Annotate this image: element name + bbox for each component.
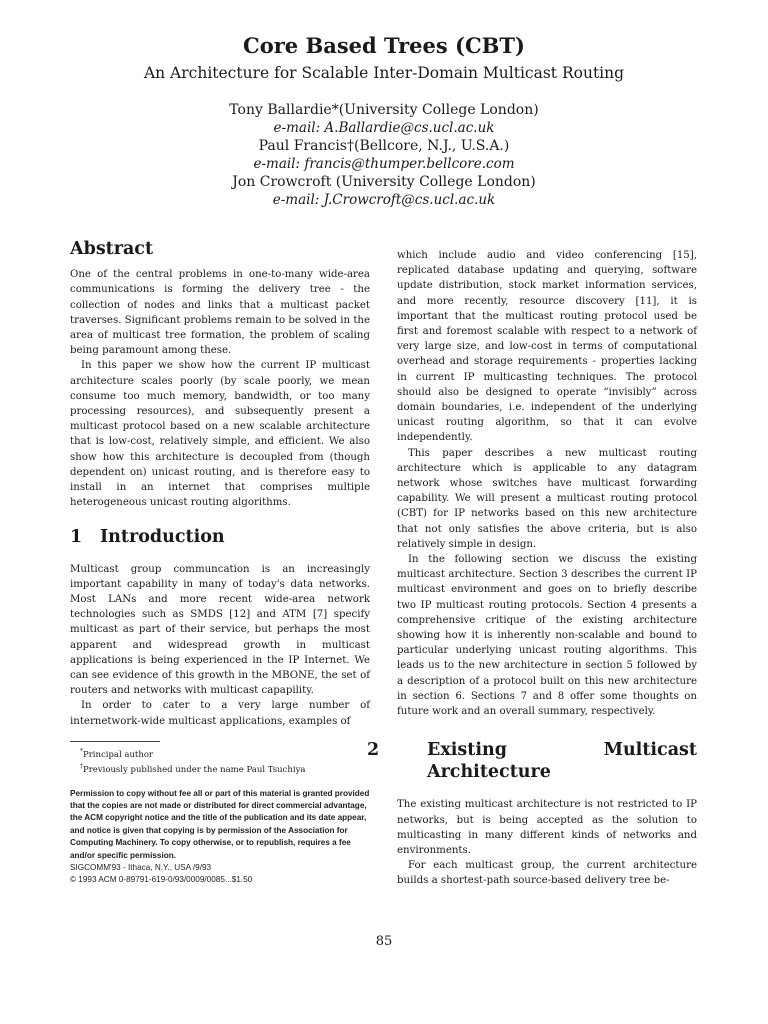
- paper-subtitle: An Architecture for Scalable Inter-Domain Multicast Routing: [143, 64, 625, 82]
- section-number: 2: [367, 740, 380, 761]
- body-paragraph: This paper describes a new multicast routing architecture which is applicable to any datagram network whose switches have multicast forwarding capability. We will present a multicast routing protocol (CBT) for IP networks based on this new architecture that not only satisfies the above criteria, but is also relatively simple in design.: [397, 447, 697, 550]
- footnote: [70, 761, 370, 776]
- footnote-rule: [70, 741, 160, 742]
- section-title: Existing Multicast Architecture: [427, 740, 697, 783]
- conference-line: SIGCOMM'93 - Ithaca, N.Y., USA /9/93: [70, 862, 212, 872]
- footnote-text: Previously published under the name Paul Tsuchiya: [83, 764, 306, 775]
- body-paragraph: In the following section we discuss the existing multicast architecture. Section 3 describes the current IP multicast environment and goes on to briefly describe two IP multicast routing protocols. Section 4 presents a comprehensive critique of the existing architecture showing how it is inherently non-scalable and bound to particular underlying unicast routing algorithms. This leads us to the new architecture in section 5 followed by a description of a protocol built on this new architecture in section 6. Sections 7 and 8 offer some thoughts on future work and an overall summary, respectively.: [397, 554, 697, 718]
- body-paragraph: The existing multicast architecture is not restricted to IP networks, but is being accepted as the solution to multicasting in many different kinds of networks and environments.: [397, 799, 697, 856]
- footnote-text: Principal author: [83, 749, 153, 760]
- section-heading-introduction: [70, 527, 370, 548]
- author-email: e-mail: francis@thumper.bellcore.com: [253, 156, 515, 172]
- body-paragraph: For each multicast group, the current architecture builds a shortest-path source-based delivery tree be-: [397, 860, 697, 887]
- left-column: [70, 239, 371, 887]
- copyright-text: Permission to copy without fee all or part of this material is granted provided that the copies are not made or distributed for direct commercial advantage, the ACM copyright notice and the title of the publication and its date appear, and notice is given that copying is by permission of the Association for Computing Machinery. To copy otherwise, or to republish, requires a fee and/or specific permission.: [70, 788, 370, 860]
- abstract-heading: Abstract: [70, 239, 154, 259]
- abstract-paragraph: In this paper we show how the current IP multicast architecture scales poorly (by scale poorly, we mean consume too much memory, bandwidth, or too many processing resources), and subsequently present a multicast protocol based on a new scalable architecture that is low-cost, relatively simple, and efficient. We also show how this architecture is decoupled from (though dependent on) unicast routing, and is therefore easy to install in an internet that comprises multiple heterogeneous unicast routing algorithms.: [70, 360, 370, 509]
- author-name: Paul Francis†(Bellcore, N.J., U.S.A.): [258, 138, 510, 154]
- right-column: [367, 248, 697, 889]
- footnote-mark: *: [80, 747, 83, 755]
- author-email: e-mail: A.Ballardie@cs.ucl.ac.uk: [273, 120, 495, 136]
- abstract-paragraph: One of the central problems in one-to-many wide-area communications is forming the delivery tree - the collection of nodes and links that a multicast packet traverses. Significant problems remain to be solved in the area of multicast tree formation, the problem of scaling being paramount among these.: [70, 269, 371, 357]
- section-number: 1: [70, 527, 83, 548]
- acm-line: © 1993 ACM 0-89791-619-0/93/0009/0085...$1.50: [70, 875, 253, 885]
- author-name: Tony Ballardie*(University College London): [229, 102, 539, 118]
- body-paragraph: which include audio and video conferencing [15], replicated database updating and querying, software update distribution, stock market information services, and more recently, resource discovery [11], it is important that the multicast routing protocol used be first and foremost scalable with respect to a network of very large size, and low-cost in terms of computational overhead and storage requirements - properties lacking in current IP multicasting techniques. The protocol should also be designed to operate “invisibly” across domain boundaries, i.e. independent of the underlying unicast routing algorithm, so that it can evolve independently.: [397, 250, 697, 444]
- paper-title: Core Based Trees (CBT): [243, 33, 525, 58]
- footnote-mark: †: [80, 762, 83, 770]
- body-paragraph: Multicast group communcation is an increasingly important capability in many of today's data networks. Most LANs and more recent wide-area network technologies such as SMDS [12] and ATM [7] specify multicast as part of their service, but perhaps the most apparent and widespread growth in multicast applications is being experienced in the IP Internet. We can see evidence of this growth in the MBONE, the set of routers and networks with multicast capapility.: [70, 563, 370, 697]
- footnote: [70, 746, 370, 761]
- body-paragraph: In order to cater to a very large number of internetwork-wide multicast applications, examples of: [70, 700, 370, 727]
- section-heading-existing-architecture: [367, 739, 697, 783]
- author-name: Jon Crowcroft (University College London): [232, 174, 536, 190]
- author-block: [0, 101, 768, 209]
- page-number: 85: [375, 934, 393, 949]
- section-title: Introduction: [100, 527, 225, 548]
- author-email: e-mail: J.Crowcroft@cs.ucl.ac.uk: [272, 192, 496, 208]
- copyright-notice: [70, 788, 370, 887]
